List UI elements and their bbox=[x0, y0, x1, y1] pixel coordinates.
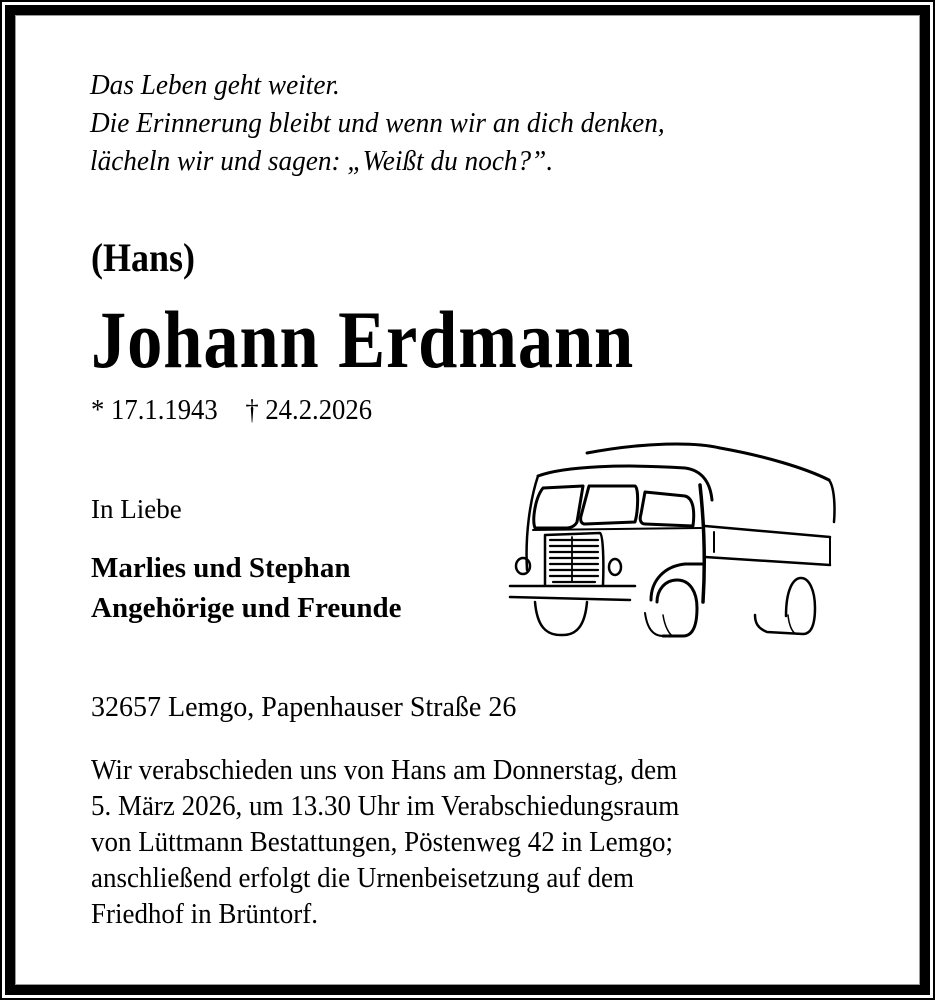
notice-line: Friedhof in Brüntorf. bbox=[91, 898, 318, 930]
poem bbox=[90, 66, 665, 180]
address: 32657 Lemgo, Papenhauser Straße 26 bbox=[91, 692, 517, 723]
notice-line: anschließend erfolgt die Urnenbeisetzung auf dem bbox=[91, 862, 634, 894]
cross-icon: † bbox=[245, 394, 259, 426]
truck-icon bbox=[505, 440, 840, 640]
birth-symbol: * bbox=[91, 394, 105, 426]
notice-line: Wir verabschieden uns von Hans am Donnerstag, dem bbox=[91, 754, 678, 786]
deceased-name: Johann Erdmann bbox=[91, 294, 635, 385]
life-dates bbox=[91, 392, 372, 428]
deceased-nickname: (Hans) bbox=[91, 235, 196, 280]
love-intro: In Liebe bbox=[91, 494, 182, 524]
mourners-list bbox=[91, 548, 401, 628]
mourner-line: Angehörige und Freunde bbox=[91, 592, 402, 624]
mourner-line: Marlies und Stephan bbox=[91, 552, 351, 584]
death-date: 24.2.2026 bbox=[265, 394, 373, 426]
notice-line: von Lüttmann Bestattungen, Pöstenweg 42 in Lemgo; bbox=[91, 826, 674, 858]
notice-line: 5. März 2026, um 13.30 Uhr im Verabschiedungsraum bbox=[91, 790, 680, 822]
funeral-notice bbox=[91, 752, 679, 932]
poem-line: lächeln wir und sagen: „Weißt du noch?”. bbox=[90, 145, 554, 177]
poem-line: Das Leben geht weiter. bbox=[90, 69, 340, 101]
birth-date: 17.1.1943 bbox=[111, 394, 218, 426]
poem-line: Die Erinnerung bleibt und wenn wir an dich denken, bbox=[90, 107, 665, 139]
